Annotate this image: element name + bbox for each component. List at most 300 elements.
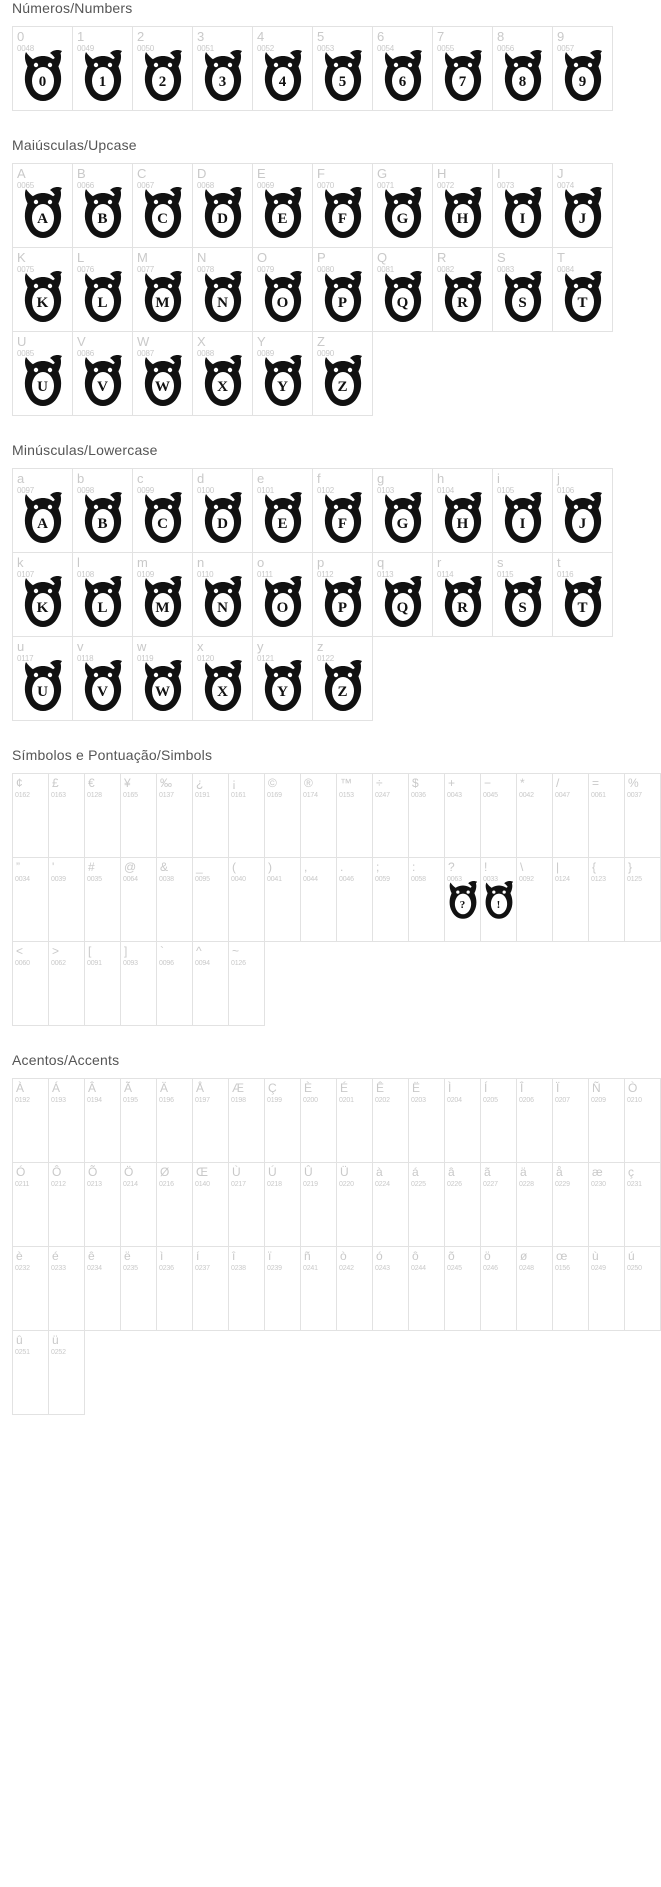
glyph-cell[interactable] <box>265 1079 301 1163</box>
glyph-code-label: 0099 <box>137 486 154 495</box>
glyph-code-label: 0250 <box>627 1265 642 1272</box>
glyph-cell[interactable] <box>313 553 373 637</box>
glyph-cell[interactable] <box>73 164 133 248</box>
glyph-code-label: 0078 <box>197 265 214 274</box>
glyph-cell[interactable] <box>625 1163 661 1247</box>
glyph-cell[interactable] <box>253 248 313 332</box>
glyph-cell[interactable] <box>13 774 49 858</box>
glyph-cell[interactable] <box>553 553 613 637</box>
glyph-cell[interactable] <box>13 248 73 332</box>
glyph-cell[interactable] <box>49 1247 85 1331</box>
glyph-cell[interactable] <box>589 774 625 858</box>
glyph-cell[interactable] <box>445 1247 481 1331</box>
glyph-cell[interactable] <box>553 1163 589 1247</box>
glyph-cell[interactable] <box>373 27 433 111</box>
cat-glyph-icon <box>133 576 192 630</box>
glyph-cell[interactable] <box>553 1079 589 1163</box>
glyph-cell[interactable] <box>553 469 613 553</box>
cat-glyph-icon <box>73 492 132 546</box>
glyph-code-label: 0169 <box>267 792 282 799</box>
glyph-inner-letter: K <box>36 600 49 616</box>
glyph-char-label: ò <box>340 1249 347 1263</box>
glyph-cell[interactable] <box>193 27 253 111</box>
glyph-cell[interactable] <box>13 164 73 248</box>
glyph-cell[interactable] <box>313 469 373 553</box>
cat-glyph-icon <box>553 187 612 241</box>
glyph-cell[interactable] <box>553 774 589 858</box>
cat-glyph-icon <box>493 492 552 546</box>
cat-glyph-icon <box>73 271 132 325</box>
glyph-code-label: 0194 <box>87 1097 102 1104</box>
glyph-cell[interactable] <box>337 1247 373 1331</box>
glyph-code-label: 0124 <box>555 876 570 883</box>
glyph-code-label: 0200 <box>303 1097 318 1104</box>
glyph-cell[interactable] <box>265 858 301 942</box>
glyph-cell[interactable] <box>493 469 553 553</box>
glyph-char-label: L <box>77 250 85 265</box>
glyph-char-label: ì <box>160 1249 164 1263</box>
glyph-cell[interactable] <box>121 1247 157 1331</box>
glyph-char-label: ç <box>628 1165 634 1179</box>
glyph-cell[interactable] <box>313 332 373 416</box>
glyph-cell[interactable] <box>589 858 625 942</box>
glyph-cell[interactable] <box>253 332 313 416</box>
glyph-cell[interactable] <box>13 1163 49 1247</box>
glyph-char-label: ~ <box>232 944 240 958</box>
glyph-cell[interactable] <box>193 637 253 721</box>
glyph-inner-letter: O <box>276 295 289 311</box>
glyph-char-label: 6 <box>377 29 385 44</box>
glyph-cell[interactable] <box>301 858 337 942</box>
glyph-code-label: 0057 <box>557 44 574 53</box>
glyph-cell[interactable] <box>49 774 85 858</box>
glyph-cell[interactable] <box>493 27 553 111</box>
glyph-code-label: 0239 <box>267 1265 282 1272</box>
glyph-code-label: 0041 <box>267 876 282 883</box>
glyph-cell[interactable] <box>133 332 193 416</box>
glyph-cell[interactable] <box>313 637 373 721</box>
glyph-char-label: i <box>497 471 500 486</box>
glyph-cell[interactable] <box>73 469 133 553</box>
glyph-code-label: 0072 <box>437 181 454 190</box>
glyph-cell[interactable] <box>121 942 157 1026</box>
cat-glyph-icon <box>433 50 492 104</box>
cat-glyph-icon <box>313 271 372 325</box>
glyph-cell[interactable] <box>193 942 229 1026</box>
glyph-char-label: Z <box>317 334 325 349</box>
glyph-cell[interactable] <box>133 248 193 332</box>
glyph-cell[interactable] <box>265 1163 301 1247</box>
glyph-cell[interactable] <box>121 858 157 942</box>
glyph-code-label: 0244 <box>411 1265 426 1272</box>
glyph-code-label: 0247 <box>375 792 390 799</box>
glyph-cell[interactable] <box>337 858 373 942</box>
glyph-code-label: 0119 <box>137 654 154 663</box>
glyph-cell[interactable] <box>193 858 229 942</box>
glyph-cell[interactable] <box>157 1079 193 1163</box>
glyph-inner-letter: F <box>337 211 348 227</box>
cat-glyph-icon <box>493 271 552 325</box>
glyph-cell[interactable] <box>85 1247 121 1331</box>
glyph-char-label: E <box>257 166 266 181</box>
glyph-cell[interactable] <box>193 553 253 637</box>
glyph-cell[interactable] <box>553 27 613 111</box>
glyph-cell[interactable] <box>625 858 661 942</box>
glyph-code-label: 0245 <box>447 1265 462 1272</box>
glyph-cell[interactable] <box>373 469 433 553</box>
glyph-cell[interactable] <box>409 1247 445 1331</box>
glyph-cell[interactable] <box>121 1079 157 1163</box>
glyph-cell[interactable] <box>85 774 121 858</box>
glyph-cell[interactable] <box>13 637 73 721</box>
glyph-cell[interactable] <box>193 469 253 553</box>
glyph-cell[interactable] <box>337 1163 373 1247</box>
glyph-code-label: 0047 <box>555 792 570 799</box>
glyph-cell[interactable] <box>625 774 661 858</box>
glyph-char-label: ¿ <box>196 776 204 790</box>
glyph-inner-letter: S <box>518 295 527 311</box>
glyph-char-label: Á <box>52 1081 61 1095</box>
glyph-code-label: 0246 <box>483 1265 498 1272</box>
glyph-cell[interactable] <box>589 1247 625 1331</box>
glyph-code-label: 0042 <box>519 792 534 799</box>
glyph-cell[interactable] <box>433 469 493 553</box>
glyph-cell[interactable] <box>229 858 265 942</box>
glyph-inner-letter: ? <box>459 899 466 911</box>
glyph-cell[interactable] <box>433 248 493 332</box>
glyph-code-label: 0153 <box>339 792 354 799</box>
glyph-cell[interactable] <box>193 774 229 858</box>
glyph-cell[interactable] <box>409 774 445 858</box>
glyph-cell[interactable] <box>253 164 313 248</box>
glyph-cell[interactable] <box>193 248 253 332</box>
cat-glyph-icon <box>73 187 132 241</box>
glyph-inner-letter: Z <box>337 379 348 395</box>
cat-glyph-icon <box>313 660 372 714</box>
glyph-code-label: 0084 <box>557 265 574 274</box>
section-title: Minúsculas/Lowercase <box>12 442 158 458</box>
glyph-char-label: 1 <box>77 29 85 44</box>
glyph-cell[interactable] <box>229 1079 265 1163</box>
glyph-char-label: M <box>137 250 148 265</box>
glyph-char-label: N <box>197 250 207 265</box>
cat-glyph-icon <box>253 576 312 630</box>
glyph-char-label: Ö <box>124 1165 134 1179</box>
glyph-code-label: 0064 <box>123 876 138 883</box>
glyph-code-label: 0113 <box>377 570 394 579</box>
glyph-cell[interactable] <box>337 1079 373 1163</box>
glyph-cell[interactable] <box>13 332 73 416</box>
glyph-code-label: 0088 <box>197 349 214 358</box>
glyph-char-label: ¡ <box>232 776 236 790</box>
glyph-inner-letter: M <box>155 600 170 616</box>
glyph-cell[interactable] <box>553 1247 589 1331</box>
glyph-code-label: 0091 <box>87 960 102 967</box>
glyph-cell[interactable] <box>121 1163 157 1247</box>
glyph-code-label: 0059 <box>375 876 390 883</box>
glyph-cell[interactable] <box>373 774 409 858</box>
glyph-code-label: 0074 <box>557 181 574 190</box>
glyph-cell[interactable] <box>481 774 517 858</box>
glyph-char-label: . <box>340 860 344 874</box>
glyph-cell[interactable] <box>13 1079 49 1163</box>
glyph-cell[interactable] <box>409 1163 445 1247</box>
glyph-cell[interactable] <box>253 27 313 111</box>
glyph-cell[interactable] <box>133 27 193 111</box>
glyph-code-label: 0039 <box>51 876 66 883</box>
cat-glyph-icon <box>253 187 312 241</box>
glyph-cell[interactable] <box>493 164 553 248</box>
glyph-cell[interactable] <box>625 1247 661 1331</box>
glyph-cell[interactable] <box>373 1163 409 1247</box>
glyph-cell[interactable] <box>13 1247 49 1331</box>
glyph-cell[interactable] <box>445 858 481 942</box>
glyph-cell[interactable] <box>157 858 193 942</box>
glyph-code-label: 0227 <box>483 1181 498 1188</box>
glyph-cell[interactable] <box>313 164 373 248</box>
glyph-cell[interactable] <box>253 637 313 721</box>
glyph-cell[interactable] <box>301 774 337 858</box>
glyph-cell[interactable] <box>373 1079 409 1163</box>
glyph-cell[interactable] <box>409 858 445 942</box>
cat-glyph-icon <box>13 660 72 714</box>
glyph-cell[interactable] <box>49 942 85 1026</box>
glyph-cell[interactable] <box>13 469 73 553</box>
glyph-cell[interactable] <box>481 1079 517 1163</box>
glyph-cell[interactable] <box>85 1163 121 1247</box>
glyph-inner-letter: 8 <box>518 74 527 90</box>
glyph-cell[interactable] <box>301 1247 337 1331</box>
glyph-cell[interactable] <box>433 27 493 111</box>
glyph-char-label: y <box>257 639 264 654</box>
glyph-cell[interactable] <box>85 858 121 942</box>
glyph-cell[interactable] <box>493 248 553 332</box>
glyph-cell[interactable] <box>517 774 553 858</box>
glyph-inner-letter: U <box>37 379 48 395</box>
glyph-inner-letter: B <box>97 516 108 532</box>
glyph-cell[interactable] <box>121 774 157 858</box>
glyph-cell[interactable] <box>301 1079 337 1163</box>
glyph-code-label: 0077 <box>137 265 154 274</box>
glyph-code-label: 0204 <box>447 1097 462 1104</box>
glyph-char-label: È <box>304 1081 313 1095</box>
cat-glyph-icon <box>13 355 72 409</box>
glyph-char-label: { <box>592 860 597 874</box>
glyph-cell[interactable] <box>13 1331 49 1415</box>
glyph-code-label: 0201 <box>339 1097 354 1104</box>
glyph-cell[interactable] <box>481 1247 517 1331</box>
glyph-char-label: ™ <box>340 776 352 790</box>
glyph-cell[interactable] <box>133 164 193 248</box>
glyph-code-label: 0225 <box>411 1181 426 1188</box>
glyph-char-label: S <box>497 250 506 265</box>
glyph-code-label: 0112 <box>317 570 334 579</box>
glyph-code-label: 0193 <box>51 1097 66 1104</box>
glyph-cell[interactable] <box>13 27 73 111</box>
glyph-cell[interactable] <box>229 942 265 1026</box>
glyph-inner-letter: J <box>578 516 587 532</box>
glyph-cell[interactable] <box>445 1163 481 1247</box>
glyph-cell[interactable] <box>265 774 301 858</box>
glyph-code-label: 0083 <box>497 265 514 274</box>
glyph-inner-letter: S <box>518 600 527 616</box>
glyph-cell[interactable] <box>85 1079 121 1163</box>
glyph-cell[interactable] <box>553 164 613 248</box>
glyph-inner-letter: G <box>396 516 409 532</box>
glyph-code-label: 0067 <box>137 181 154 190</box>
glyph-char-label: é <box>52 1249 59 1263</box>
glyph-cell[interactable] <box>133 553 193 637</box>
glyph-code-label: 0219 <box>303 1181 318 1188</box>
glyph-code-label: 0125 <box>627 876 642 883</box>
glyph-cell[interactable] <box>73 332 133 416</box>
glyph-code-label: 0058 <box>411 876 426 883</box>
glyph-cell[interactable] <box>433 553 493 637</box>
glyph-inner-letter: 3 <box>218 74 227 90</box>
glyph-cell[interactable] <box>373 164 433 248</box>
glyph-cell[interactable] <box>373 858 409 942</box>
cat-glyph-icon <box>193 355 252 409</box>
glyph-cell[interactable] <box>589 1079 625 1163</box>
glyph-cell[interactable] <box>13 942 49 1026</box>
glyph-cell[interactable] <box>229 774 265 858</box>
glyph-cell[interactable] <box>481 1163 517 1247</box>
glyph-code-label: 0038 <box>159 876 174 883</box>
glyph-cell[interactable] <box>313 248 373 332</box>
cat-glyph-icon <box>193 50 252 104</box>
glyph-cell[interactable] <box>85 942 121 1026</box>
glyph-char-label: 4 <box>257 29 265 44</box>
glyph-cell[interactable] <box>157 774 193 858</box>
glyph-char-label: o <box>257 555 265 570</box>
glyph-code-label: 0103 <box>377 486 394 495</box>
glyph-code-label: 0060 <box>15 960 30 967</box>
cat-glyph-icon <box>553 50 612 104</box>
cat-glyph-icon <box>313 355 372 409</box>
glyph-cell[interactable] <box>193 1079 229 1163</box>
glyph-cell[interactable] <box>553 248 613 332</box>
glyph-char-label: Ì <box>448 1081 452 1095</box>
glyph-char-label: Ò <box>628 1081 638 1095</box>
glyph-cell[interactable] <box>193 1247 229 1331</box>
glyph-inner-letter: E <box>277 211 288 227</box>
glyph-char-label: Y <box>257 334 266 349</box>
glyph-code-label: 0211 <box>15 1181 30 1188</box>
glyph-cell[interactable] <box>373 248 433 332</box>
glyph-cell[interactable] <box>445 1079 481 1163</box>
glyph-cell[interactable] <box>301 1163 337 1247</box>
glyph-inner-letter: T <box>577 600 588 616</box>
glyph-cell[interactable] <box>445 774 481 858</box>
glyph-inner-letter: D <box>217 211 228 227</box>
glyph-char-label: Ç <box>268 1081 277 1095</box>
cat-glyph-icon <box>373 187 432 241</box>
glyph-code-label: 0109 <box>137 570 154 579</box>
glyph-code-label: 0216 <box>159 1181 174 1188</box>
glyph-cell[interactable] <box>433 164 493 248</box>
glyph-cell[interactable] <box>481 858 517 942</box>
glyph-inner-letter: V <box>97 684 108 700</box>
glyph-cell[interactable] <box>373 1247 409 1331</box>
glyph-cell[interactable] <box>517 1079 553 1163</box>
glyph-char-label: U <box>17 334 27 349</box>
glyph-char-label: < <box>16 944 24 958</box>
glyph-cell[interactable] <box>517 1247 553 1331</box>
glyph-char-label: R <box>437 250 447 265</box>
glyph-char-label: 8 <box>497 29 505 44</box>
glyph-inner-letter: 9 <box>578 74 587 90</box>
glyph-cell[interactable] <box>13 553 73 637</box>
glyph-cell[interactable] <box>73 637 133 721</box>
glyph-code-label: 0107 <box>17 570 34 579</box>
glyph-cell[interactable] <box>193 332 253 416</box>
glyph-char-label: É <box>340 1081 349 1095</box>
glyph-inner-letter: 6 <box>398 74 407 90</box>
glyph-cell[interactable] <box>493 553 553 637</box>
glyph-cell[interactable] <box>73 248 133 332</box>
glyph-cell[interactable] <box>253 553 313 637</box>
glyph-cell[interactable] <box>73 553 133 637</box>
glyph-cell[interactable] <box>133 469 193 553</box>
glyph-inner-letter: Q <box>396 600 409 616</box>
glyph-cell[interactable] <box>313 27 373 111</box>
glyph-cell[interactable] <box>193 164 253 248</box>
glyph-char-label: œ <box>556 1249 568 1263</box>
glyph-cell[interactable] <box>337 774 373 858</box>
glyph-cell[interactable] <box>229 1163 265 1247</box>
glyph-cell[interactable] <box>373 553 433 637</box>
glyph-cell[interactable] <box>49 1163 85 1247</box>
section-upcase <box>0 137 661 416</box>
glyph-cell[interactable] <box>157 1247 193 1331</box>
glyph-char-label: I <box>497 166 501 181</box>
cat-glyph-icon <box>73 660 132 714</box>
glyph-cell[interactable] <box>73 27 133 111</box>
glyph-code-label: 0248 <box>519 1265 534 1272</box>
glyph-cell[interactable] <box>589 1163 625 1247</box>
glyph-cell[interactable] <box>265 1247 301 1331</box>
glyph-inner-letter: V <box>97 379 108 395</box>
glyph-cell[interactable] <box>133 637 193 721</box>
glyph-cell[interactable] <box>409 1079 445 1163</box>
glyph-cell[interactable] <box>253 469 313 553</box>
glyph-code-label: 0101 <box>257 486 274 495</box>
glyph-cell[interactable] <box>49 1079 85 1163</box>
glyph-cell[interactable] <box>49 858 85 942</box>
glyph-code-label: 0037 <box>627 792 642 799</box>
glyph-char-label: F <box>317 166 325 181</box>
glyph-cell[interactable] <box>517 858 553 942</box>
glyph-cell[interactable] <box>625 1079 661 1163</box>
section-title: Maiúsculas/Upcase <box>12 137 137 153</box>
glyph-char-label: Ó <box>16 1165 26 1179</box>
glyph-cell[interactable] <box>229 1247 265 1331</box>
glyph-cell[interactable] <box>157 1163 193 1247</box>
glyph-inner-letter: B <box>97 211 108 227</box>
glyph-cell[interactable] <box>49 1331 85 1415</box>
glyph-code-label: 0116 <box>557 570 574 579</box>
glyph-cell[interactable] <box>517 1163 553 1247</box>
glyph-cell[interactable] <box>553 858 589 942</box>
glyph-code-label: 0209 <box>591 1097 606 1104</box>
glyph-cell[interactable] <box>13 858 49 942</box>
glyph-inner-letter: H <box>456 516 469 532</box>
glyph-cell[interactable] <box>193 1163 229 1247</box>
glyph-cell[interactable] <box>157 942 193 1026</box>
glyph-code-label: 0217 <box>231 1181 246 1188</box>
glyph-char-label: Ù <box>232 1165 241 1179</box>
glyph-code-label: 0034 <box>15 876 30 883</box>
